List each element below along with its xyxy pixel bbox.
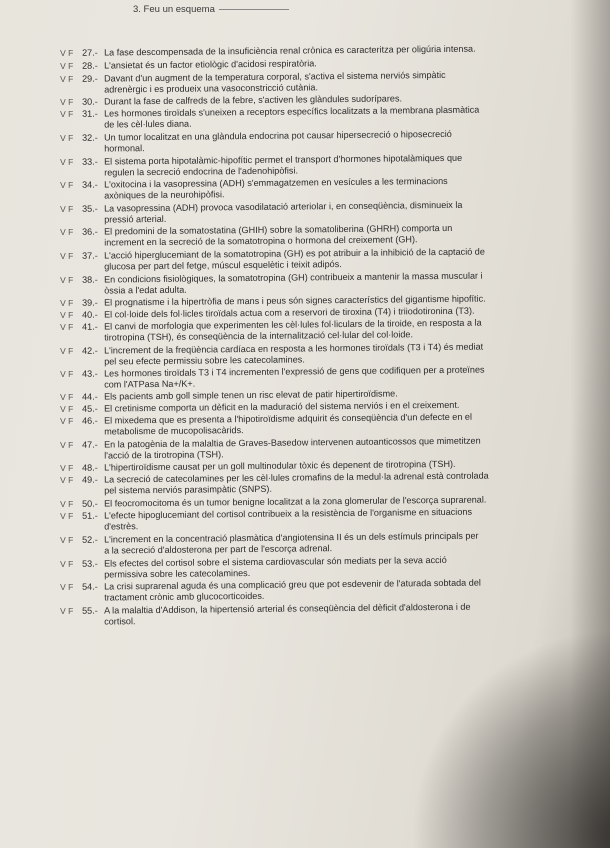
- question-number: 42.-: [81, 345, 98, 356]
- true-false-marks[interactable]: V F: [60, 474, 74, 485]
- question-text-continuation: tractament crònic amb glucocorticoides.: [104, 590, 265, 603]
- question-text: L'ansietat és un factor etiològic d'acidosi respiratòria.: [103, 58, 317, 71]
- question-text-continuation: hormonal.: [104, 143, 145, 154]
- question-item: [60, 469, 590, 497]
- question-text-continuation: increment en la secreció de la somatotropina o hormona del creixement (GH).: [104, 234, 418, 248]
- question-text-continuation: d'estrès.: [104, 521, 139, 532]
- question-text: El cretinisme comporta un dèficit en la maduració del sistema nerviós i en el creixement.: [103, 399, 460, 414]
- question-item: [60, 221, 590, 249]
- question-text: El sistema porta hipotalàmic-hipofític permet el transport d'hormones hipotalàmiques que: [103, 152, 463, 167]
- question-number: 55.-: [81, 605, 98, 616]
- true-false-marks[interactable]: V F: [60, 498, 74, 509]
- question-text: Les hormones tiroïdals s'uneixen a receptors específics localitzats a la membrana plasmàtica: [103, 104, 480, 119]
- question-item: [60, 529, 590, 557]
- question-text: Un tumor localitzat en una glàndula endocrina pot causar hipersecreció o hiposecreció: [103, 128, 452, 143]
- question-text-continuation: permissiva sobre les catecolamines.: [104, 568, 251, 580]
- true-false-marks[interactable]: V F: [60, 605, 74, 616]
- question-text-continuation: regulen la secreció endocrina de l'adenohipòfisi.: [104, 165, 299, 178]
- section-heading: 3. Feu un esquema: [133, 4, 289, 15]
- question-number: 50.-: [81, 498, 98, 509]
- question-number: 32.-: [81, 132, 98, 143]
- true-false-marks[interactable]: V F: [60, 60, 74, 71]
- true-false-marks[interactable]: V F: [60, 250, 74, 261]
- question-number: 47.-: [81, 439, 98, 450]
- question-text: La fase descompensada de la insuficiència renal crònica es caracteritza per oligúria intensa.: [103, 43, 476, 58]
- true-false-marks[interactable]: V F: [60, 297, 74, 308]
- question-text: L'hipertiroïdisme causat per un goll multinodular tòxic és depenent de tirotropina (TSH).: [103, 458, 456, 473]
- question-text-continuation: l'acció de la tirotropina (TSH).: [104, 449, 224, 461]
- question-number: 53.-: [81, 558, 98, 569]
- question-text: El feocromocitoma és un tumor benigne localitzat a la zona glomerular de l'escorça suprarenal.: [103, 494, 487, 509]
- question-item: [60, 174, 590, 202]
- true-false-marks[interactable]: V F: [60, 439, 74, 450]
- question-text: Els efectes del cortisol sobre el sistema cardiovascular són mediats per la seva acció: [103, 554, 447, 569]
- corner-shadow: [410, 628, 610, 848]
- question-number: 52.-: [81, 534, 98, 545]
- question-text-continuation: òssia a l'edat adulta.: [104, 284, 187, 296]
- question-text: L'acció hiperglucemiant de la somatotropina (GH) es pot atribuir a la inhibició de la captació de: [103, 246, 485, 261]
- true-false-marks[interactable]: V F: [60, 179, 74, 190]
- true-false-marks[interactable]: V F: [60, 415, 74, 426]
- true-false-marks[interactable]: V F: [60, 274, 74, 285]
- question-number: 36.-: [81, 226, 98, 237]
- true-false-marks[interactable]: V F: [60, 156, 74, 167]
- question-text-continuation: adrenèrgic i es produeix una vasoconstricció cutània.: [104, 82, 319, 95]
- question-text-continuation: com l'ATPasa Na+/K+.: [104, 378, 196, 390]
- true-false-marks[interactable]: V F: [60, 345, 74, 356]
- true-false-marks[interactable]: V F: [60, 462, 74, 473]
- question-text-continuation: cortisol.: [104, 616, 136, 627]
- true-false-marks[interactable]: V F: [60, 321, 74, 332]
- true-false-marks[interactable]: V F: [60, 510, 74, 521]
- question-text: La crisi suprarenal aguda és una complicació greu que pot esdevenir de l'aturada sobtada del: [103, 577, 481, 592]
- true-false-marks[interactable]: V F: [60, 368, 74, 379]
- question-text: El col·loide dels fol·licles tiroïdals actua com a reservori de tiroxina (T4) i triiodotironina (T3).: [103, 305, 475, 320]
- question-text: En condicions fisiològiques, la somatotropina (GH) contribueix a mantenir la massa muscular i: [103, 270, 483, 285]
- true-false-marks[interactable]: V F: [60, 581, 74, 592]
- true-false-marks[interactable]: V F: [60, 391, 74, 402]
- question-text: Els pacients amb goll simple tenen un risc elevat de patir hipertiroïdisme.: [103, 388, 398, 402]
- question-item: [60, 245, 590, 273]
- question-number: 37.-: [81, 250, 98, 261]
- question-item: [60, 316, 590, 344]
- question-number: 41.-: [81, 321, 98, 332]
- question-text-continuation: a la secreció d'aldosterona per part de l'escorça adrenal.: [104, 543, 333, 556]
- question-number: 33.-: [81, 156, 98, 167]
- question-number: 48.-: [81, 462, 98, 473]
- question-number: 45.-: [81, 403, 98, 414]
- question-item: [60, 505, 590, 533]
- true-false-marks[interactable]: V F: [60, 534, 74, 545]
- question-number: 31.-: [81, 108, 98, 119]
- question-number: 49.-: [81, 474, 98, 485]
- question-text: Les hormones tiroïdals T3 i T4 incrementen l'expressió de gens que codifiquen per a proteïnes: [103, 364, 485, 379]
- true-false-marks[interactable]: V F: [60, 132, 74, 143]
- question-number: 27.-: [81, 47, 98, 58]
- question-number: 43.-: [81, 368, 98, 379]
- question-number: 30.-: [81, 96, 98, 107]
- question-text: El predomini de la somatostatina (GHIH) sobre la somatoliberina (GHRH) comporta un: [103, 222, 453, 237]
- question-number: 40.-: [81, 309, 98, 320]
- question-text-continuation: metabolisme de mucopolisacàrids.: [104, 425, 244, 437]
- question-text: El mixedema que es presenta a l'hipotiroïdisme adquirit és conseqüència d'un defecte en el: [103, 411, 473, 426]
- question-text: L'increment de la freqüència cardíaca en resposta a les hormones tiroïdals (T3 i T4) és mediat: [103, 341, 484, 356]
- true-false-marks[interactable]: V F: [60, 309, 74, 320]
- true-false-marks[interactable]: V F: [60, 96, 74, 107]
- question-text-continuation: pel seu efecte permissiu sobre les catecolamines.: [104, 354, 305, 367]
- question-text-continuation: de les cèl·lules diana.: [104, 118, 192, 130]
- true-false-marks[interactable]: V F: [60, 73, 74, 84]
- question-text-continuation: tirotropina (TSH), és conseqüència de la internalització cel·lular del col·loide.: [104, 329, 414, 343]
- question-number: 28.-: [81, 60, 98, 71]
- question-number: 51.-: [81, 510, 98, 521]
- question-text: L'oxitocina i la vasopressina (ADH) s'emmagatzemen en vesícules a les terminacions: [103, 175, 448, 190]
- true-false-marks[interactable]: V F: [60, 203, 74, 214]
- question-text-continuation: glucosa per part del fetge, múscul esquelètic i teixit adipós.: [104, 259, 342, 272]
- question-text: En la patogènia de la malaltia de Graves-Basedow intervenen autoanticossos que mimetitzen: [103, 435, 481, 450]
- question-text-continuation: pel sistema nerviós parasimpàtic (SNPS).: [104, 483, 273, 496]
- true-false-marks[interactable]: V F: [60, 403, 74, 414]
- true-false-marks[interactable]: V F: [60, 558, 74, 569]
- question-number: 39.-: [81, 297, 98, 308]
- true-false-marks[interactable]: V F: [60, 47, 74, 58]
- question-text: El canvi de morfologia que experimenten les cèl·lules fol·liculars de la tiroide, en resposta a la: [103, 317, 482, 332]
- question-item: [60, 576, 590, 604]
- question-number: 38.-: [81, 274, 98, 285]
- question-number: 54.-: [81, 581, 98, 592]
- question-text-continuation: axòniques de la neurohipòfisi.: [104, 189, 225, 201]
- true-false-marks[interactable]: V F: [60, 108, 74, 119]
- question-item: [60, 103, 590, 131]
- question-number: 46.-: [81, 415, 98, 426]
- question-text: El prognatisme i la hipertròfia de mans i peus són signes característics del gigantisme hipofític.: [103, 293, 486, 308]
- strike-line: [219, 9, 289, 10]
- question-text: L'increment en la concentració plasmàtica d'angiotensina II és un dels estímuls principals per: [103, 530, 479, 545]
- question-text: Davant d'un augment de la temperatura corporal, s'activa el sistema nerviós simpàtic: [103, 69, 446, 84]
- question-number: 35.-: [81, 203, 98, 214]
- question-item: [60, 410, 590, 438]
- question-text-continuation: pressió arterial.: [104, 213, 167, 225]
- question-text: La vasopressina (ADH) provoca vasodilatació arteriolar i, en conseqüència, disminueix la: [103, 199, 463, 214]
- question-number: 44.-: [81, 391, 98, 402]
- question-number: 34.-: [81, 179, 98, 190]
- question-text: La secreció de catecolamines per les cèl·lules cromafins de la medul·la adrenal està controlada: [103, 470, 489, 485]
- question-number: 29.-: [81, 73, 98, 84]
- question-text: L'efecte hipoglucemiant del cortisol contribueix a la resistència de l'organisme en situacions: [103, 506, 473, 521]
- question-item: [60, 127, 590, 155]
- question-item: [60, 600, 590, 628]
- question-text: Durant la fase de calfreds de la febre, s'activen les glàndules sudorípares.: [103, 93, 403, 107]
- question-text: A la malaltia d'Addison, la hipertensió arterial és conseqüència del dèficit d'aldosterona i de: [103, 601, 471, 616]
- true-false-marks[interactable]: V F: [60, 226, 74, 237]
